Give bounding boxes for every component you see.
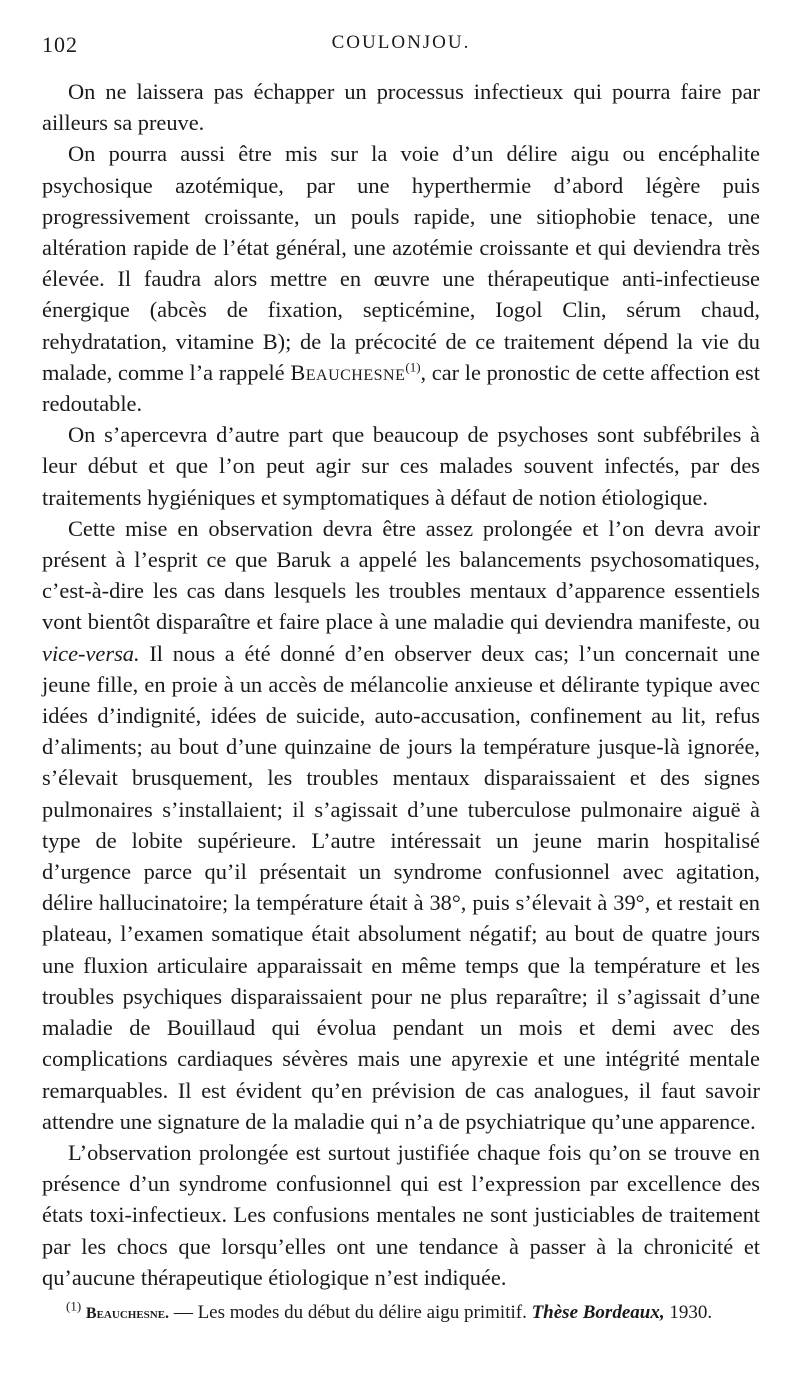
page [42, 32, 760, 1293]
paragraph-text: L’observation prolongée est surtout justifiée chaque fois qu’on se trouve en présence d’un syndrome confusionnel qui est l’expression par excellence des états toxi-infectieux. Les confusions mentales ne sont justiciables de traitement par les chocs que lorsqu’elles ont une tendance à passer à la chronicité et qu’aucune thérapeutique étiologique n’est indiquée. [42, 1139, 760, 1290]
author-name: Beauchesne [290, 359, 406, 385]
running-title: COULONJOU. [331, 32, 471, 53]
page-number: 102 [42, 32, 78, 57]
paragraph [42, 419, 760, 513]
paragraph [42, 138, 760, 419]
paragraph-text: Il nous a été donné d’en observer deux cas; l’un concernait une jeune fille, en proie à un accès de mélancolie anxieuse et délirante typique avec idées d’indignité, idées de suicide, auto-accusation, confinement au lit, refus d’aliments; au bout d’une quinzaine de jours la température jusque-là ignorée, s’élevait brusquement, les troubles mentaux disparaissaient et des signes pulmonaires s’installaient; il s’agissait d’une tuberculose pulmonaire aiguë à type de lobite supérieure. L’autre intéressait un jeune marin hospitalisé d’urgence parce qu’il présentait un syndrome confusionnel avec agitation, délire hallucinatoire; la température était à 38°, puis s’élevait à 39°, et restait en plateau, l’examen somatique était absolument négatif; au bout de quatre jours une fluxion articulaire apparaissait en même temps que la température et les troubles psychiques disparaissaient pour ne plus reparaître; il s’agissait d’une maladie de Bouillaud qui évolua pendant un mois et demi avec des complications cardiaques sévères mais une apyrexie et une intégrité mentale remarquables. Il est évident qu’en prévision de cas analogues, il faut savoir attendre une signature de la maladie qui n’a de psychiatrique qu’une apparence. [42, 640, 760, 1134]
paragraph-text: , car le pronostic de cette affection est redoutable. [42, 359, 760, 417]
running-head [42, 32, 760, 66]
footnotes [42, 1298, 760, 1329]
paragraph-text: On s’apercevra d’autre part que beaucoup de psychoses sont subfébriles à leur début et que l’on peut agir sur ces malades souvent infectés, par des traitements hygiéniques et symptomatiques à défaut de notion étiologique. [42, 422, 760, 510]
paragraph [42, 1137, 760, 1293]
italic-term: vice-versa. [42, 640, 140, 666]
footnote-mark: (1) [66, 1298, 82, 1314]
body-text [42, 76, 760, 1293]
footnote-author: Beauchesne. [85, 1305, 170, 1322]
footnote [42, 1298, 760, 1329]
footnote-reference[interactable]: (1) [405, 359, 421, 375]
footnote-source: Thèse Bordeaux, [531, 1302, 665, 1323]
paragraph [42, 513, 760, 1137]
paragraph-text: Cette mise en observation devra être assez prolongée et l’on devra avoir présent à l’esprit ce que Baruk a appelé les balancements psychosomatiques, c’est-à-dire les cas dans lesquels les troubles mentaux d’apparence essentiels vont bientôt disparaître et faire place à une maladie qui deviendra manifeste, ou [42, 515, 760, 635]
paragraph-text: On ne laissera pas échapper un processus infectieux qui pourra faire par ailleurs sa preuve. [42, 79, 760, 136]
paragraph-text: On pourra aussi être mis sur la voie d’un délire aigu ou encéphalite psychosique azotémique, par une hyperthermie d’abord légère puis progressivement croissante, un pouls rapide, une sitiophobie tenace, une altération rapide de l’état général, une azotémie croissante et qui deviendra très élevée. Il faudra alors mettre en œuvre une thérapeutique anti-infectieuse énergique (abcès de fixation, septicémine, Iogol Clin, sérum chaud, rehydratation, vitamine B); de la précocité de ce traitement dépend la vie du malade, comme l’a rappelé [42, 141, 760, 385]
paragraph [42, 76, 760, 138]
footnote-year: 1930. [669, 1302, 713, 1323]
footnote-text: — Les modes du début du délire aigu primitif. [173, 1302, 527, 1323]
